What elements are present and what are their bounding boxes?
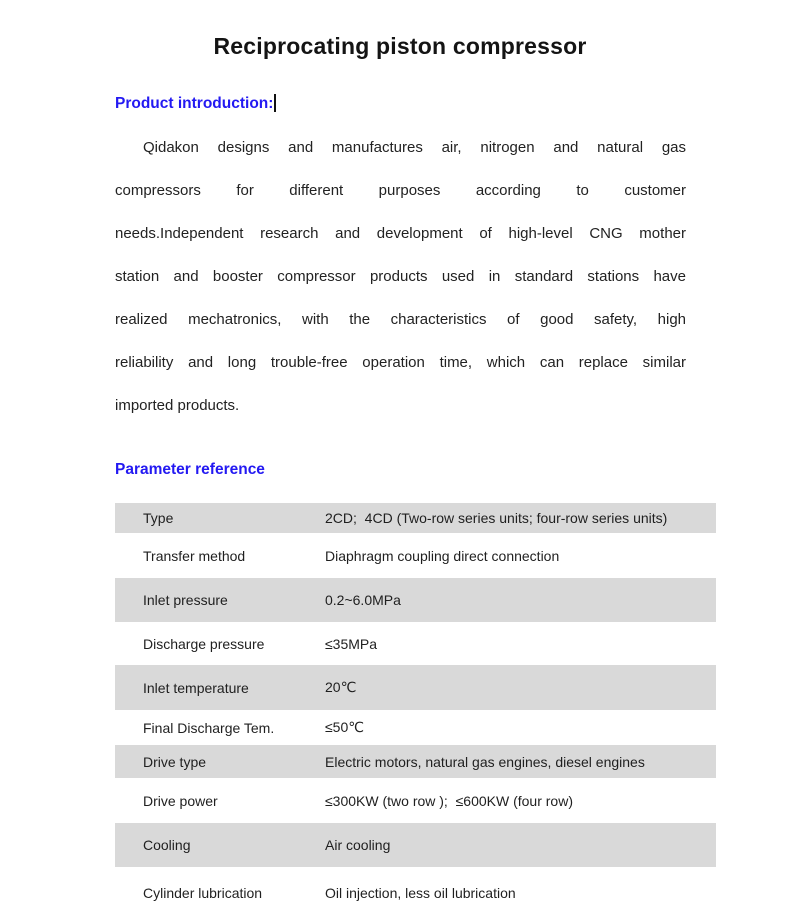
paragraph-line: station and booster compressor products used in standard stations have — [115, 268, 686, 285]
paragraph-line: Qidakon designs and manufactures air, nitrogen and natural gas — [143, 139, 686, 156]
text-cursor — [274, 94, 276, 112]
row-value: 0.2~6.0MPa — [325, 578, 716, 622]
parameter-table — [115, 503, 716, 919]
row-label: Drive power — [143, 792, 218, 809]
row-value: Oil injection, less oil lubrication — [325, 885, 516, 901]
paragraph-line: compressors for different purposes according to customer — [115, 182, 686, 199]
table-row — [115, 745, 716, 778]
table-row — [115, 578, 716, 622]
table-row — [115, 778, 716, 823]
params-heading-label: Parameter reference — [115, 461, 265, 478]
table-row — [115, 533, 716, 578]
row-label: Inlet temperature — [115, 665, 325, 710]
row-value: 2CD; 4CD (Two-row series units; four-row series units) — [325, 503, 716, 533]
row-value: ≤50℃ — [325, 719, 364, 735]
row-label: Discharge pressure — [143, 635, 265, 652]
paragraph-line: needs.Independent research and development of high-level CNG mother — [115, 225, 686, 242]
table-row — [115, 823, 716, 867]
intro-heading-label: Product introduction: — [115, 95, 274, 112]
paragraph-line: imported products. — [115, 397, 240, 414]
row-value: Air cooling — [325, 823, 716, 867]
row-label: Drive type — [115, 745, 325, 778]
table-row — [115, 867, 716, 919]
section-heading-parameter-reference — [115, 461, 265, 479]
table-row — [115, 665, 716, 710]
row-value: ≤35MPa — [325, 635, 378, 652]
section-heading-product-introduction — [115, 94, 276, 113]
table-row — [115, 710, 716, 745]
row-label: Transfer method — [143, 547, 246, 564]
document-title: Reciprocating piston compressor — [213, 33, 587, 60]
row-label: Inlet pressure — [115, 578, 325, 622]
intro-paragraph — [115, 126, 686, 427]
row-label: Cylinder lubrication — [143, 885, 263, 901]
row-value: 20℃ — [325, 665, 716, 710]
row-value: Diaphragm coupling direct connection — [325, 547, 560, 564]
row-value: ≤300KW (two row ); ≤600KW (four row) — [325, 792, 573, 809]
row-label: Type — [115, 503, 325, 533]
table-row — [115, 503, 716, 533]
paragraph-line: realized mechatronics, with the characteristics of good safety, high — [115, 311, 686, 328]
row-label: Final Discharge Tem. — [143, 719, 275, 736]
row-label: Cooling — [115, 823, 325, 867]
paragraph-line: reliability and long trouble-free operation time, which can replace similar — [115, 354, 686, 371]
table-row — [115, 622, 716, 665]
row-value: Electric motors, natural gas engines, diesel engines — [325, 745, 716, 778]
